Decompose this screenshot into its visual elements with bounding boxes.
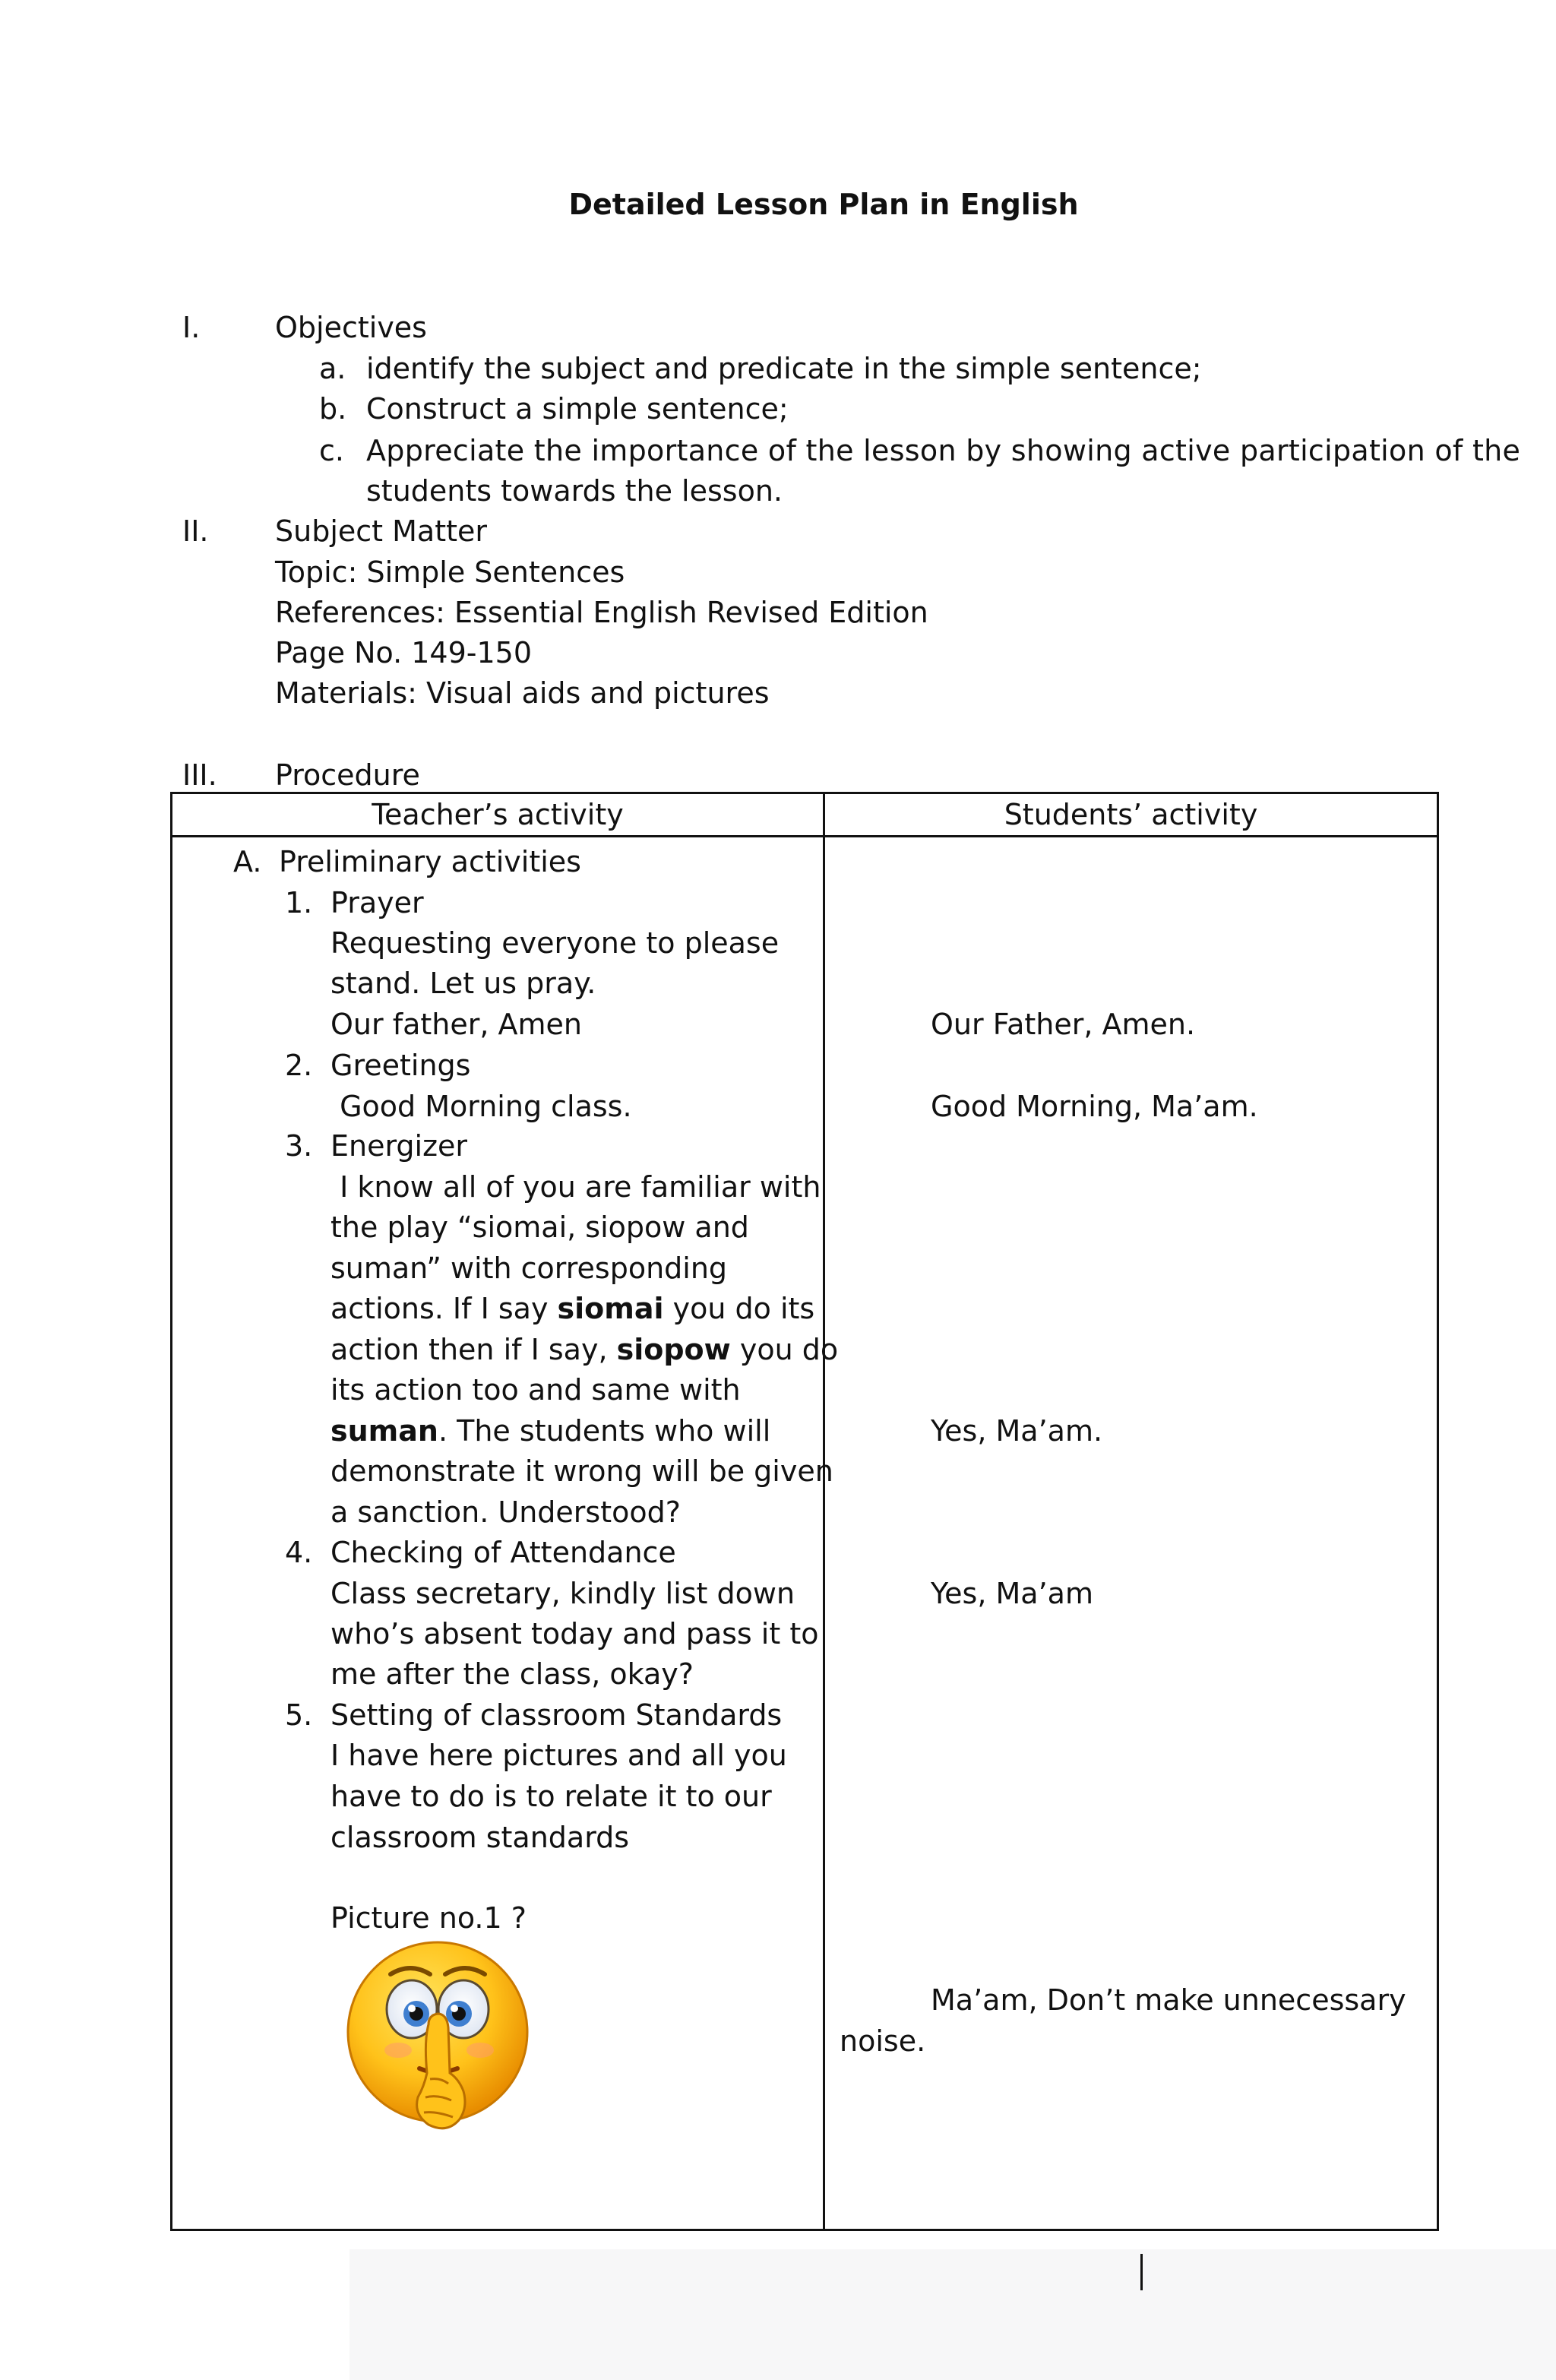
energizer-text: action then if I say, <box>330 1333 617 1366</box>
activity-line: Our father, Amen <box>330 1008 582 1041</box>
activity-number: 2. <box>285 1049 313 1082</box>
section-numeral-objectives: I. <box>182 311 201 344</box>
energizer-line: the play “siomai, siopow and <box>330 1211 749 1244</box>
section-numeral-procedure: III. <box>182 758 217 792</box>
subject-materials: Materials: Visual aids and pictures <box>275 676 770 710</box>
objective-text: Construct a simple sentence; <box>366 392 789 426</box>
energizer-text: . The students who will <box>438 1414 771 1448</box>
energizer-line: demonstrate it wrong will be given <box>330 1454 833 1488</box>
energizer-text: you do its <box>663 1292 815 1325</box>
activity-number: 4. <box>285 1536 313 1569</box>
activity-line: I have here pictures and all you <box>330 1739 787 1772</box>
teacher-column-header: Teacher’s activity <box>372 798 624 831</box>
energizer-text: you do <box>730 1333 839 1366</box>
student-response-energizer: Yes, Ma’am. <box>931 1414 1103 1448</box>
subject-page-no: Page No. 149-150 <box>275 636 533 669</box>
energizer-keyword-suman: suman <box>330 1414 438 1448</box>
table-column-divider <box>823 794 825 2229</box>
objective-letter: b. <box>319 392 347 426</box>
activity-line: classroom standards <box>330 1821 630 1854</box>
activity-title: Greetings <box>330 1049 471 1082</box>
activity-number: 5. <box>285 1698 313 1732</box>
activity-line: Good Morning class. <box>330 1090 632 1123</box>
section-heading-objectives: Objectives <box>275 311 427 344</box>
prelim-letter: A. <box>233 845 262 878</box>
energizer-keyword-siopow: siopow <box>616 1333 731 1366</box>
student-response-greeting: Good Morning, Ma’am. <box>931 1090 1258 1123</box>
section-heading-procedure: Procedure <box>275 758 420 792</box>
student-response-attendance: Yes, Ma’am <box>931 1577 1093 1610</box>
activity-line: Class secretary, kindly list down <box>330 1577 795 1610</box>
subject-references: References: Essential English Revised Edition <box>275 596 928 629</box>
objective-letter: c. <box>319 434 344 467</box>
energizer-line <box>330 1288 814 1329</box>
section-numeral-subject-matter: II. <box>182 514 209 548</box>
energizer-text: actions. If I say <box>330 1292 558 1325</box>
activity-line: who’s absent today and pass it to <box>330 1617 819 1650</box>
energizer-line: I know all of you are familiar with <box>330 1170 821 1204</box>
energizer-line: a sanction. Understood? <box>330 1495 681 1529</box>
shush-emoji-icon <box>345 1935 535 2147</box>
prelim-heading: Preliminary activities <box>279 845 581 878</box>
activity-title: Prayer <box>330 886 424 919</box>
student-response-picture1-cont: noise. <box>840 2024 926 2058</box>
energizer-line: suman” with corresponding <box>330 1252 728 1285</box>
activity-line: have to do is to relate it to our <box>330 1780 772 1813</box>
objective-text: identify the subject and predicate in the simple sentence; <box>366 352 1202 385</box>
activity-number: 3. <box>285 1129 313 1163</box>
students-column-header: Students’ activity <box>1004 798 1258 831</box>
activity-number: 1. <box>285 886 313 919</box>
activity-line: me after the class, okay? <box>330 1657 694 1691</box>
section-heading-subject-matter: Subject Matter <box>275 514 488 548</box>
subject-topic: Topic: Simple Sentences <box>275 555 625 589</box>
student-response-prayer: Our Father, Amen. <box>931 1008 1196 1041</box>
activity-line: Requesting everyone to please <box>330 926 780 960</box>
text-cursor <box>1140 2254 1143 2290</box>
student-response-picture1: Ma’am, Don’t make unnecessary <box>931 1983 1406 2017</box>
page-edge-shade <box>349 2249 1556 2380</box>
activity-line: stand. Let us pray. <box>330 967 596 1000</box>
objective-text-continued: students towards the lesson. <box>366 474 783 508</box>
objective-text: Appreciate the importance of the lesson by showing active participation of the <box>366 434 1521 467</box>
energizer-line: its action too and same with <box>330 1373 741 1407</box>
document-title: Detailed Lesson Plan in English <box>568 188 1079 221</box>
objective-letter: a. <box>319 352 346 385</box>
activity-title: Energizer <box>330 1129 468 1163</box>
energizer-line <box>330 1329 838 1370</box>
activity-title: Checking of Attendance <box>330 1536 676 1569</box>
picture-label: Picture no.1 ? <box>330 1901 527 1935</box>
table-header-divider <box>172 835 1437 837</box>
energizer-keyword-siomai: siomai <box>557 1292 664 1325</box>
activity-title: Setting of classroom Standards <box>330 1698 783 1732</box>
energizer-line <box>330 1410 770 1451</box>
